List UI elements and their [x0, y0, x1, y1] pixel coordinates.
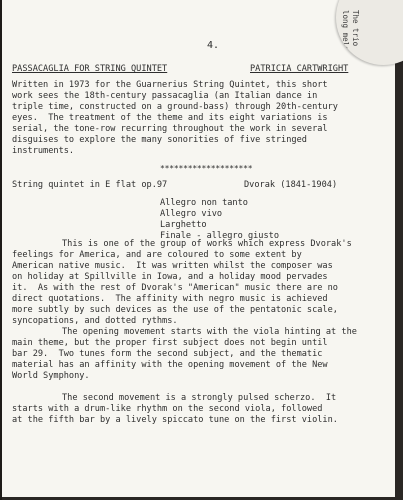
paragraph-line: The opening movement starts with the viola hinting at the	[62, 327, 357, 337]
intro-line: disguises to explore the many sonorities of five stringed	[12, 135, 307, 145]
paragraph-line: material has an affinity with the opening movement of the New	[12, 360, 328, 370]
paragraph-line: syncopations, and dotted rythms.	[12, 316, 178, 326]
corner-note-text	[340, 10, 360, 51]
typed-page	[2, 0, 395, 497]
movement-item: Allegro non tanto	[160, 198, 248, 208]
page-number: 4.	[207, 40, 220, 51]
program-title: PASSACAGLIA FOR STRING QUINTET	[12, 64, 168, 74]
corner-note-line: The trio	[351, 10, 360, 47]
movement-item: Allegro vivo	[160, 209, 223, 219]
paragraph-line: World Symphony.	[12, 371, 90, 381]
paragraph-line: direct quotations. The affinity with negro music is achieved	[12, 294, 328, 304]
paragraph-line: starts with a drum-like rhythm on the second viola, followed	[12, 404, 323, 414]
intro-line: work sees the 18th-century passacaglia (an Italian dance in	[12, 91, 318, 101]
intro-line: Written in 1973 for the Guarnerius String Quintet, this short	[12, 80, 328, 90]
work-composer: Dvorak (1841-1904)	[244, 180, 338, 190]
paragraph-line: at the fifth bar by a lively spiccato tune on the first violin.	[12, 415, 338, 425]
paragraph-line: bar 29. Two tunes form the second subject, and the thematic	[12, 349, 323, 359]
section-separator: ********************	[160, 164, 253, 173]
paragraph-line: it. As with the rest of Dvorak's "American" music there are no	[12, 283, 338, 293]
paragraph-line: on holiday at Spillville in Iowa, and a holiday mood pervades	[12, 272, 328, 282]
composer-name: PATRICIA CARTWRIGHT	[250, 64, 349, 74]
work-title: String quintet in E flat op.97	[12, 180, 168, 190]
intro-line: serial, the tone-row recurring throughout the work in several	[12, 124, 328, 134]
paragraph-line: feelings for America, and are coloured to some extent by	[12, 250, 302, 260]
corner-note-line: long melo	[341, 10, 350, 51]
paragraph-line: main theme, but the proper first subject does not begin until	[12, 338, 328, 348]
intro-line: instruments.	[12, 146, 75, 156]
paragraph-line: more subtly by such devices as the use of the pentatonic scale,	[12, 305, 338, 315]
paragraph-line: The second movement is a strongly pulsed scherzo. It	[62, 393, 337, 403]
intro-line: eyes. The treatment of the theme and its eight variations is	[12, 113, 328, 123]
movement-item: Larghetto	[160, 220, 207, 230]
paragraph-line: American native music. It was written whilst the composer was	[12, 261, 333, 271]
movement-item: Finale - allegro giusto	[160, 231, 279, 241]
paragraph-line: This is one of the group of works which express Dvorak's	[62, 239, 352, 249]
intro-line: triple time, constructed on a ground-bass) through 20th-century	[12, 102, 338, 112]
